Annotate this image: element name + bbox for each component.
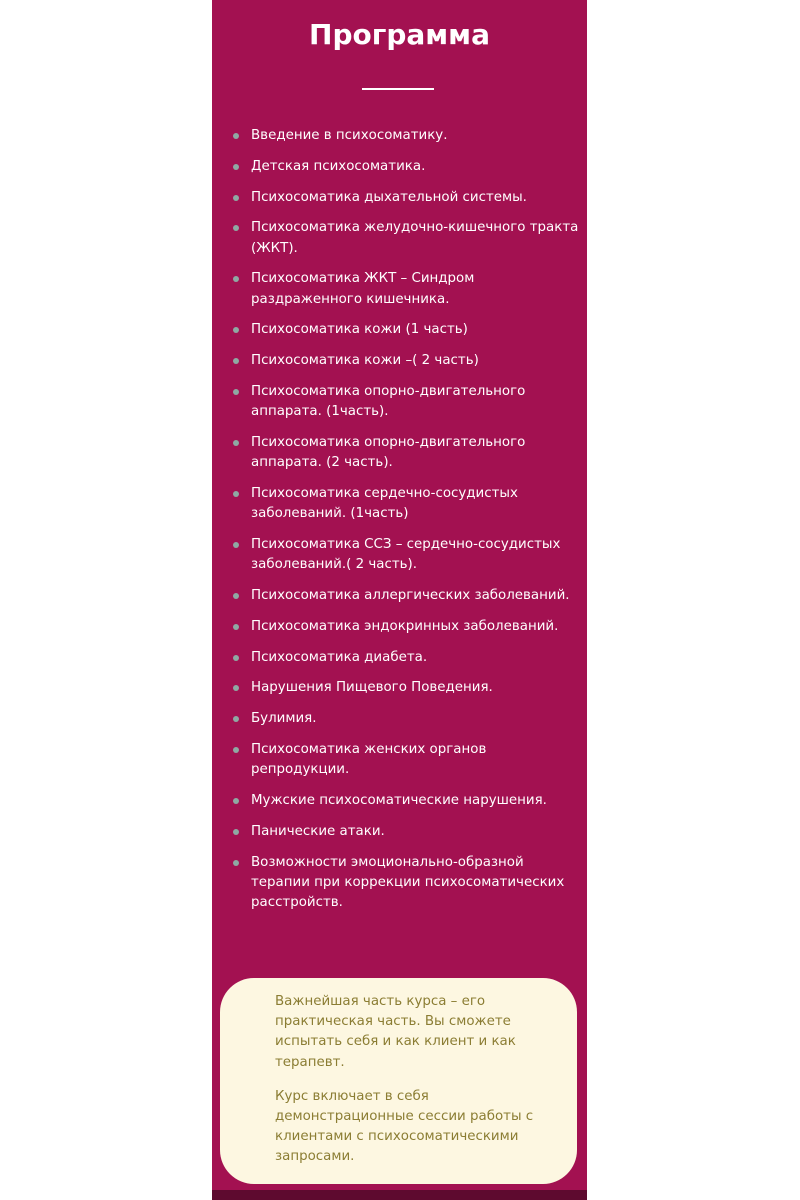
bottom-strip (212, 1190, 587, 1200)
list-item (212, 188, 587, 208)
list-item-text: Психосоматика опорно-двигательного аппарата. (2 часть). (251, 434, 526, 471)
list-item (212, 740, 587, 780)
list-item (212, 535, 587, 575)
list-item (212, 484, 587, 524)
list-item-text: Психосоматика сердечно-сосудистых заболеваний. (1часть) (251, 485, 518, 522)
bullet-icon (233, 327, 239, 333)
bullet-icon (233, 624, 239, 630)
list-item-text: Мужские психосоматические нарушения. (251, 792, 547, 808)
list-item-text: Психосоматика эндокринных заболеваний. (251, 618, 559, 634)
bullet-icon (233, 164, 239, 170)
list-item (212, 351, 587, 371)
list-item (212, 218, 587, 258)
list-item-text: Психосоматика кожи –( 2 часть) (251, 353, 479, 369)
bullet-icon (233, 860, 239, 866)
list-item-text: Нарушения Пищевого Поведения. (251, 680, 493, 696)
list-item (212, 709, 587, 729)
list-item-text: Булимия. (251, 711, 317, 727)
list-item (212, 678, 587, 698)
program-section (212, 0, 587, 1200)
list-item-text: Психосоматика аллергических заболеваний. (251, 587, 570, 603)
note-paragraph-sessions: Курс включает в себя демонстрационные сессии работы с клиентами с психосоматическими запросами. (275, 1088, 534, 1165)
bullet-icon (233, 276, 239, 282)
list-item-text: Возможности эмоционально-образной терапии при коррекции психосоматических расстройств. (251, 854, 565, 910)
section-title: Программа (309, 18, 490, 51)
list-item (212, 433, 587, 473)
list-item-text: Психосоматика ЖКТ – Синдром раздраженного кишечника. (251, 271, 475, 307)
list-item (212, 586, 587, 606)
list-item (212, 617, 587, 637)
list-item-text: Психосоматика кожи (1 часть) (251, 322, 468, 338)
bullet-icon (233, 225, 239, 231)
list-item-text: Психосоматика женских органов репродукции. (251, 741, 487, 778)
bullet-icon (233, 133, 239, 139)
list-item (212, 269, 587, 309)
list-item-text: Психосоматика опорно-двигательного аппарата. (1часть). (251, 383, 526, 420)
list-item-text: Психосоматика желудочно-кишечного тракта (ЖКТ). (251, 220, 579, 256)
list-item (212, 853, 587, 914)
list-item-text: Панические атаки. (251, 823, 385, 839)
list-item (212, 648, 587, 668)
list-item-text: Психосоматика дыхательной системы. (251, 189, 527, 205)
bullet-icon (233, 542, 239, 548)
bullet-icon (233, 798, 239, 804)
practice-note-card (220, 978, 577, 1184)
list-item (212, 382, 587, 422)
list-item (212, 157, 587, 177)
list-item (212, 791, 587, 811)
bullet-icon (233, 655, 239, 661)
bullet-icon (233, 440, 239, 446)
bullet-icon (233, 389, 239, 395)
bullet-icon (233, 195, 239, 201)
bullet-icon (233, 358, 239, 364)
bullet-icon (233, 747, 239, 753)
note-paragraph-practice: Важнейшая часть курса – его практическая часть. Вы сможете испытать себя и как клиент и как терапевт. (275, 994, 516, 1070)
bullet-icon (233, 829, 239, 835)
bullet-icon (233, 685, 239, 691)
title-divider (362, 88, 434, 90)
bullet-icon (233, 593, 239, 599)
list-item (212, 320, 587, 340)
list-item-text: Психосоматика диабета. (251, 649, 428, 665)
list-item-text: Психосоматика ССЗ – сердечно-сосудистых заболеваний.( 2 часть). (251, 536, 561, 573)
list-item-text: Детская психосоматика. (251, 158, 426, 174)
list-item-text: Введение в психосоматику. (251, 128, 448, 143)
bullet-icon (233, 491, 239, 497)
list-item (212, 126, 587, 146)
bullet-icon (233, 716, 239, 722)
list-item (212, 822, 587, 842)
program-list (212, 126, 587, 924)
